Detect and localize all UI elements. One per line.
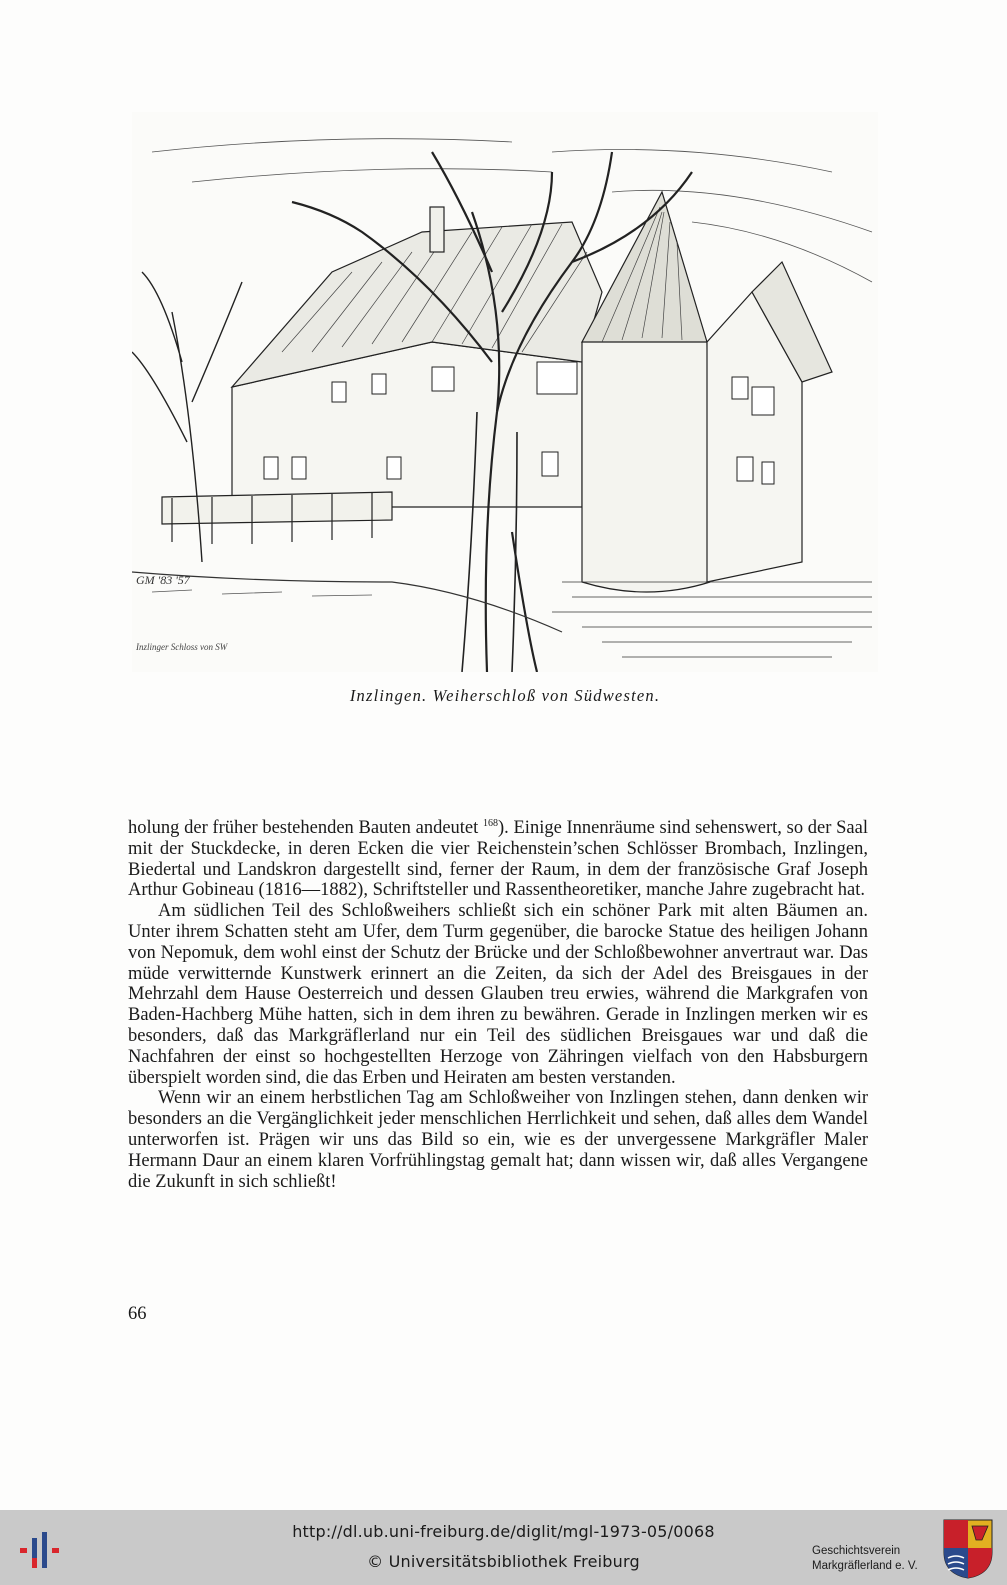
society-name-line1: Geschichtsverein [812, 1545, 901, 1557]
paragraph-1 [128, 818, 868, 901]
paragraph-2: Am südlichen Teil des Schloßweihers schließt sich ein schöner Park mit alten Bäumen an. Unter ihrem Schatten steht am Ufer, dem Turm gegenüber, die barocke Statue des heiligen Johann von Nepomuk, dem wohl einst der Schutz der Brücke und der Schloßbewohner anvertraut war. Das müde verwitternde Kunstwerk erinnert an die Zeiten, da sich der Adel des Breisgaues in der Mehrzahl dem Hause Oesterreich und dessen Glauben treu erwies, während die Markgrafen von Baden-Hachberg Mühe hatten, sich in dem ihren zu bewähren. Gerade in Inzlingen merken wir es besonders, daß das Markgräflerland nur ein Teil des südlichen Breisgaues war und daß die Nachfahren der einst so hochgestellten Herzoge von Zähringen vielfach von den Habsburgern überspielt worden sind, die das Erben und Heiraten am besten verstanden. [128, 901, 868, 1088]
page-number: 66 [128, 1304, 147, 1324]
castle-drawing [132, 112, 878, 672]
coat-of-arms-icon [942, 1518, 994, 1580]
society-name [812, 1544, 918, 1574]
body-text [128, 818, 868, 1192]
artist-signature: GM '83 '57 [136, 573, 190, 587]
paragraph-1-text-cont: ). Einige Innenräume sind sehenswert, so der Saal mit der Stuckdecke, in deren Ecken die vier Reichenstein’schen Schlösser Brombach, Inzlingen, Biedertal und Landskron dargestellt sind, ferner der Raum, in dem der französische Graf Joseph Arthur Gobineau (1816—1882), Schriftsteller und Rassentheoretiker, manche Jahre zugebracht hat. [128, 818, 868, 901]
figure-caption: Inzlingen. Weiherschloß von Südwesten. [349, 686, 661, 705]
document-url[interactable]: http://dl.ub.uni-freiburg.de/diglit/mgl-1973-05/0068 [292, 1522, 715, 1541]
footer-bar [0, 1510, 1007, 1585]
drawing-inscription: Inzlinger Schloss von SW [136, 642, 228, 652]
paragraph-1-text: holung der früher bestehenden Bauten andeutet [128, 818, 479, 838]
society-name-line2: Markgräflerland e. V. [812, 1560, 918, 1572]
paragraph-3: Wenn wir an einem herbstlichen Tag am Schloßweiher von Inzlingen stehen, dann denken wir besonders an die Vergänglichkeit jeder menschlichen Herrlichkeit und sehen, daß alles dem Wandel unterworfen ist. Prägen wir uns das Bild so ein, wie es der unvergessene Markgräfler Maler Hermann Daur an einem klaren Vorfrühlingstag gemalt hat; dann wissen wir, daß alles Vergangene die Zukunft in sich schließt! [128, 1088, 868, 1192]
copyright-notice: © Universitätsbibliothek Freiburg [367, 1552, 640, 1571]
castle-illustration [132, 112, 878, 672]
footnote-ref: 168 [483, 818, 498, 829]
